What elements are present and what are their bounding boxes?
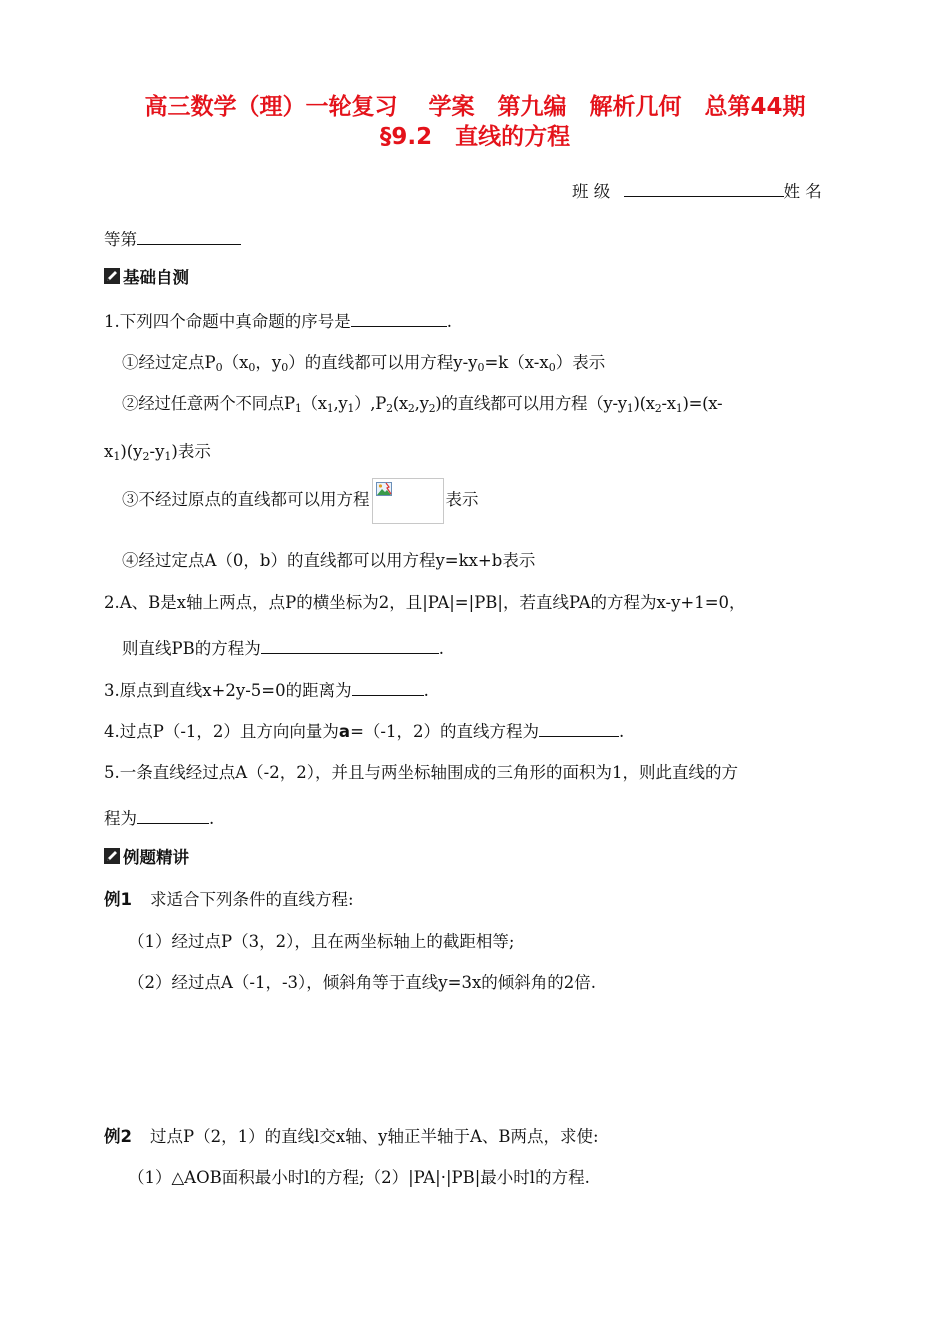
answer-blank[interactable] bbox=[351, 310, 447, 327]
grade-label: 等第 bbox=[104, 230, 137, 249]
answer-blank[interactable] bbox=[539, 720, 619, 737]
answer-blank[interactable] bbox=[137, 807, 209, 824]
section-self-test bbox=[104, 264, 189, 288]
section-title: 基础自测 bbox=[123, 268, 189, 287]
section-title: 例题精讲 bbox=[123, 848, 189, 867]
example-1: 例1 求适合下列条件的直线方程: bbox=[104, 890, 354, 909]
q1-option-2: ②经过任意两个不同点$P_1(x_1,y_1),P_2(x_2,y_2)$的直线都可以用方程$(y-y_1)(x_2-x_1)=(x-$ bbox=[122, 394, 723, 415]
question-5-cont: 程为 . bbox=[104, 809, 215, 828]
pencil-icon bbox=[104, 268, 120, 284]
page-title: 高三数学（理）一轮复习 学案 第九编 解析几何 总第44期 bbox=[144, 94, 806, 120]
question-2-cont: 则直线PB的方程为 . bbox=[122, 639, 444, 658]
section-examples bbox=[104, 844, 189, 868]
example-2: 例2 过点P（2，1）的直线l交x轴、y轴正半轴于A、B两点，求使: bbox=[104, 1127, 599, 1146]
name-label: 姓 名 bbox=[783, 182, 822, 201]
q1-option-2-cont: $x_1)(y_2-y_1)$表示 bbox=[104, 442, 211, 463]
example-label: 例2 bbox=[104, 1127, 132, 1146]
answer-blank[interactable] bbox=[352, 679, 424, 696]
question-text: 1.下列四个命题中真命题的序号是 bbox=[104, 312, 351, 331]
example-2-parts: （1）△AOB面积最小时l的方程;（2）|PA|·|PB|最小时l的方程. bbox=[128, 1168, 590, 1187]
question-2: 2.A、B是x轴上两点，点P的横坐标为2，且|PA|=|PB|，若直线PA的方程为x-y+1=0， bbox=[104, 593, 746, 612]
vector-a: a bbox=[338, 722, 351, 741]
class-blank[interactable] bbox=[624, 180, 784, 197]
equation-image-placeholder bbox=[372, 478, 444, 524]
example-1-part-1: （1）经过点P（3，2），且在两坐标轴上的截距相等; bbox=[128, 932, 515, 951]
class-label: 班 级 bbox=[572, 182, 611, 201]
question-3: 3.原点到直线x+2y-5=0的距离为 . bbox=[104, 681, 429, 700]
answer-blank[interactable] bbox=[261, 637, 439, 654]
broken-image-icon bbox=[376, 482, 392, 496]
class-name-row bbox=[572, 178, 822, 202]
question-4: 4.过点P（-1，2）且方向向量为a=（-1，2）的直线方程为 . bbox=[104, 722, 625, 741]
question-5: 5.一条直线经过点A（-2，2），并且与两坐标轴围成的三角形的面积为1，则此直线的方 bbox=[104, 763, 738, 782]
question-1: 1.下列四个命题中真命题的序号是 . bbox=[104, 312, 452, 331]
q1-option-3: ③不经过原点的直线都可以用方程 表示 bbox=[122, 477, 479, 524]
pencil-icon bbox=[104, 848, 120, 864]
grade-row bbox=[104, 226, 241, 250]
q1-option-4: ④经过定点A（0，b）的直线都可以用方程y=kx+b表示 bbox=[122, 551, 536, 570]
page-subtitle: §9.2 直线的方程 bbox=[379, 124, 571, 150]
grade-blank[interactable] bbox=[137, 228, 241, 245]
example-1-part-2: （2）经过点A（-1，-3），倾斜角等于直线y=3x的倾斜角的2倍. bbox=[128, 973, 597, 992]
example-label: 例1 bbox=[104, 890, 132, 909]
q1-option-1: ①经过定点$P_0(x_0$，$y_0$）的直线都可以用方程$y-y_0=k(x-x_0)$表示 bbox=[122, 353, 606, 374]
